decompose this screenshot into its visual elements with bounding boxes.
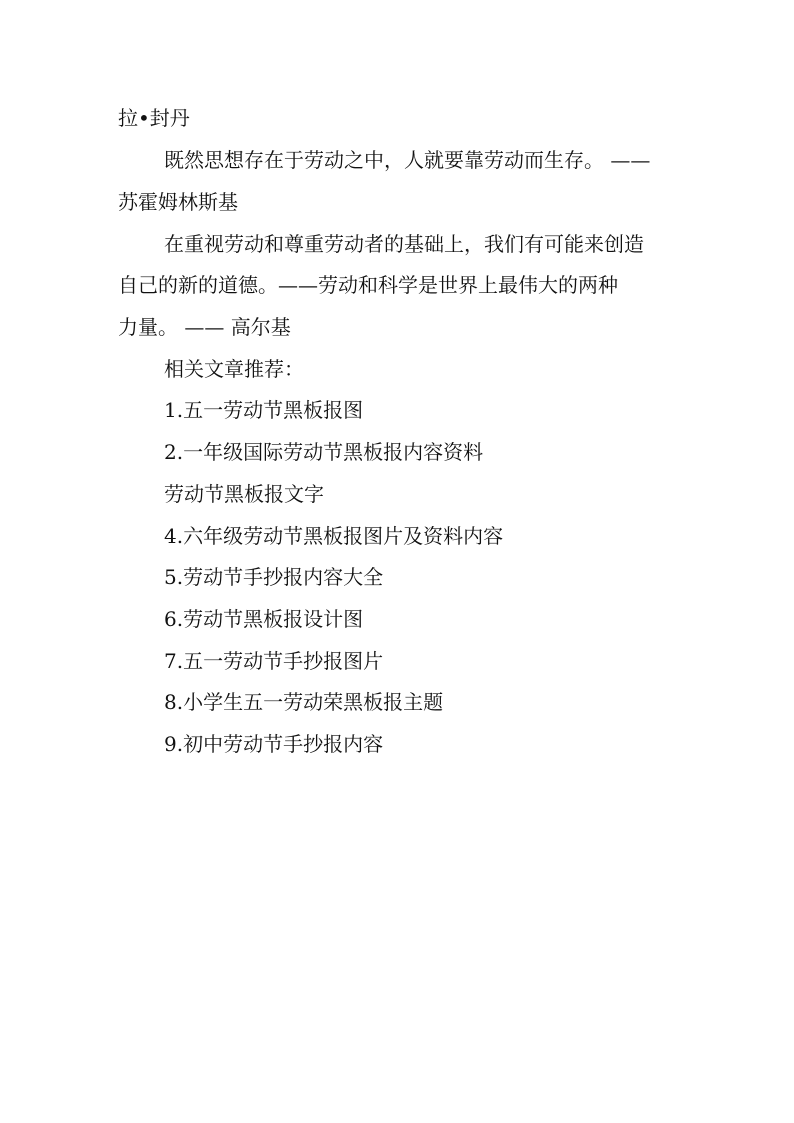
related-article-link[interactable]: 7.五一劳动节手抄报图片 bbox=[164, 649, 384, 673]
quote-attribution-sukhomlinsky: 苏霍姆林斯基 bbox=[118, 190, 238, 214]
quote-sukhomlinsky-text: 既然思想存在于劳动之中，人就要靠劳动而生存。 —— bbox=[164, 148, 651, 172]
related-articles-heading: 相关文章推荐： bbox=[164, 357, 304, 381]
related-article-link[interactable]: 6.劳动节黑板报设计图 bbox=[164, 607, 364, 631]
related-article-link[interactable]: 8.小学生五一劳动荣黑板报主题 bbox=[164, 690, 444, 714]
quote-gorky-text-line1: 在重视劳动和尊重劳动者的基础上，我们有可能来创造 bbox=[164, 232, 644, 256]
quote-gorky-text-line2: 自己的新的道德。——劳动和科学是世界上最伟大的两种 bbox=[118, 273, 618, 297]
related-article-link[interactable]: 5.劳动节手抄报内容大全 bbox=[164, 565, 384, 589]
related-article-link[interactable]: 9.初中劳动节手抄报内容 bbox=[164, 732, 384, 756]
quote-gorky-text-line3: 力量。 —— 高尔基 bbox=[118, 315, 291, 339]
related-article-link[interactable]: 劳动节黑板报文字 bbox=[164, 482, 324, 506]
related-article-link[interactable]: 4.六年级劳动节黑板报图片及资料内容 bbox=[164, 524, 504, 548]
related-article-link[interactable]: 2.一年级国际劳动节黑板报内容资料 bbox=[164, 440, 484, 464]
quote-attribution-fontaine: 拉•封丹 bbox=[118, 106, 190, 130]
related-article-link[interactable]: 1.五一劳动节黑板报图 bbox=[164, 398, 364, 422]
